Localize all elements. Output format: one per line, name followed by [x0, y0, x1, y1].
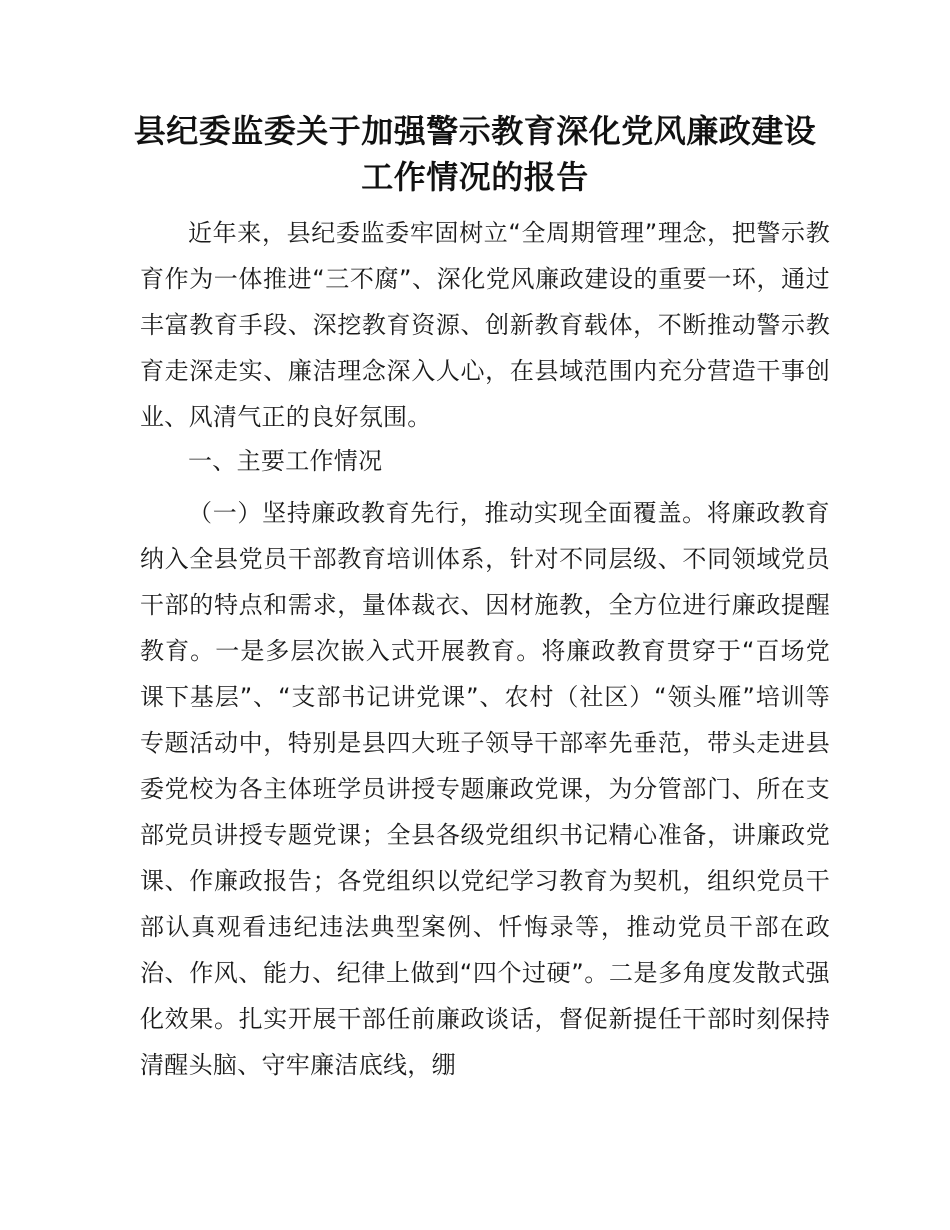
section-paragraph: （一）坚持廉政教育先行，推动实现全面覆盖。将廉政教育纳入全县党员干部教育培训体系，针对不同层级、不同领域党员干部的特点和需求，量体裁衣、因材施教，全方位进行廉政提醒教育。一是多层次嵌入式开展教育。将廉政教育贯穿于“百场党课下基层”、“支部书记讲党课”、农村（社区）“领头雁”培训等专题活动中，特别是县四大班子领导干部率先垂范，带头走进县委党校为各主体班学员讲授专题廉政党课，为分管部门、所在支部党员讲授专题党课；全县各级党组织书记精心准备，讲廉政党课、作廉政报告；各党组织以党纪学习教育为契机，组织党员干部认真观看违纪违法典型案例、忏悔录等，推动党员干部在政治、作风、能力、纪律上做到“四个过硬”。二是多角度发散式强化效果。扎实开展干部任前廉政谈话，督促新提任干部时刻保持清醒头脑、守牢廉洁底线，绷: [140, 499, 830, 1079]
document-title: 县纪委监委关于加强警示教育深化党风廉政建设工作情况的报告: [133, 112, 817, 196]
section-heading: 一、主要工作情况: [188, 447, 383, 475]
intro-paragraph: 近年来，县纪委监委牢固树立“全周期管理”理念，把警示教育作为一体推进“三不腐”、深化党风廉政建设的重要一环，通过丰富教育手段、深挖教育资源、创新教育载体，不断推动警示教育走深走实、廉洁理念深入人心，在县域范围内充分营造干事创业、风清气正的良好氛围。: [140, 219, 830, 431]
